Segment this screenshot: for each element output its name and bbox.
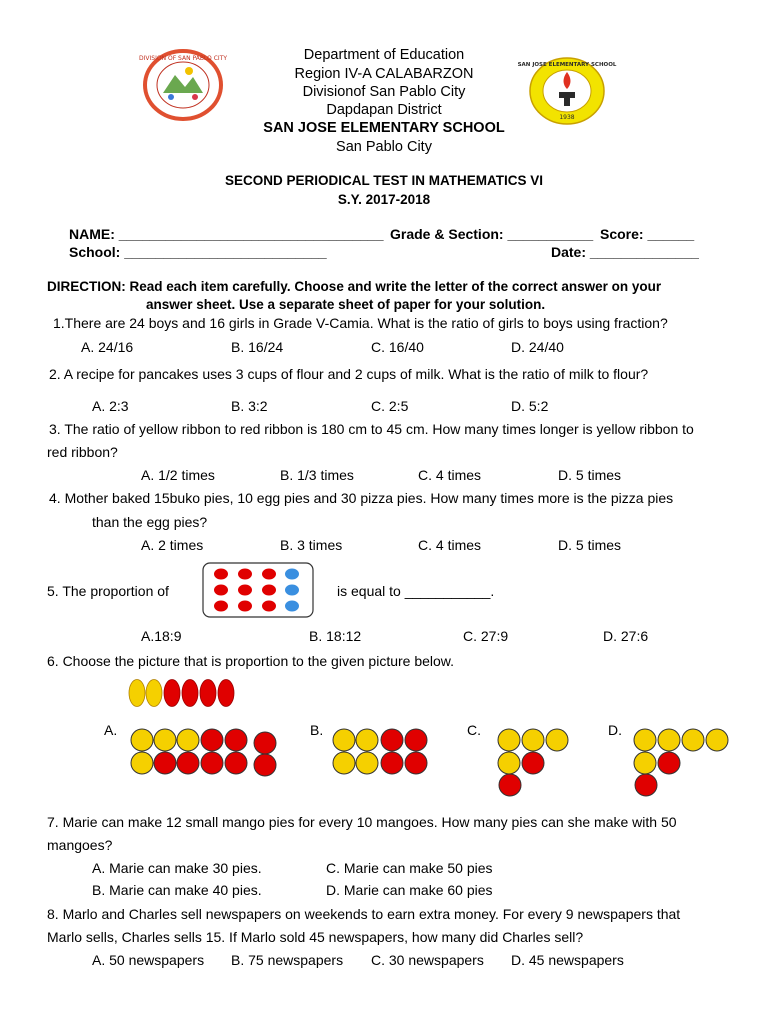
q2-option-d: D. 5:2 (511, 398, 549, 414)
q4-option-c: C. 4 times (418, 537, 482, 553)
q5-suffix: is equal to ___________. (337, 583, 495, 599)
q1-option-d: D. 24/40 (511, 339, 564, 355)
q5-option-b: B. 18:12 (309, 628, 362, 644)
q4-text-line-2: than the egg pies? (92, 514, 208, 530)
q8-option-d: D. 45 newspapers (511, 952, 624, 968)
q1-option-b: B. 16/24 (231, 339, 284, 355)
q4-option-a: A. 2 times (141, 537, 204, 553)
left-logo-text: DIVISION OF SAN PABLO CITY (139, 55, 227, 62)
q3-text-line-1: 3. The ratio of yellow ribbon to red ribbon is 180 cm to 45 cm. How many times longer is yellow ribbon to (49, 421, 694, 437)
grade-section-field: Grade & Section: ___________ (390, 226, 594, 242)
q6-label-c: C. (467, 722, 481, 738)
q7-option-c: C. Marie can make 50 pies (326, 860, 493, 876)
q8-option-a: A. 50 newspapers (92, 952, 205, 968)
date-field: Date: ______________ (551, 244, 699, 260)
q6-label-b: B. (310, 722, 324, 738)
header-line-3: Divisionof San Pablo City (302, 84, 466, 100)
q6-picture-a (130, 727, 282, 780)
q8-text-line-1: 8. Marlo and Charles sell newspapers on weekends to earn extra money. For every 9 newspapers that (47, 906, 681, 922)
q6-given-picture (128, 677, 240, 712)
direction-line-1: DIRECTION: Read each item carefully. Choose and write the letter of the correct answer on your (47, 279, 662, 294)
q1-text: 1.There are 24 boys and 16 girls in Grade V-Camia. What is the ratio of girls to boys using fraction? (53, 315, 668, 331)
header-line-4: Dapdapan District (326, 102, 442, 118)
q6-picture-c (496, 727, 572, 802)
q7-text-line-2: mangoes? (47, 837, 113, 853)
q7-option-a: A. Marie can make 30 pies. (92, 860, 262, 876)
header-line-1: Department of Education (303, 47, 465, 63)
q4-option-d: D. 5 times (558, 537, 622, 553)
q5-dot-box (202, 562, 314, 621)
q2-option-b: B. 3:2 (231, 398, 268, 414)
q6-label-d: D. (608, 722, 622, 738)
q8-option-b: B. 75 newspapers (231, 952, 344, 968)
q5-option-d: D. 27:6 (603, 628, 649, 644)
q7-text-line-1: 7. Marie can make 12 small mango pies for every 10 mangoes. How many pies can she make with 50 (47, 814, 677, 830)
school-name: SAN JOSE ELEMENTARY SCHOOL (263, 120, 505, 136)
q5-option-c: C. 27:9 (463, 628, 509, 644)
right-logo-text: SAN JOSE ELEMENTARY SCHOOL (517, 62, 617, 68)
q8-text-line-2: Marlo sells, Charles sells 15. If Marlo sold 45 newspapers, how many did Charles sell? (47, 929, 584, 945)
q3-option-b: B. 1/3 times (280, 467, 354, 483)
q1-option-a: A. 24/16 (81, 339, 134, 355)
school-year: S.Y. 2017-2018 (337, 192, 431, 207)
test-title: SECOND PERIODICAL TEST IN MATHEMATICS VI (224, 173, 543, 188)
q1-option-c: C. 16/40 (371, 339, 424, 355)
school-field: School: __________________________ (69, 244, 327, 260)
q3-option-c: C. 4 times (418, 467, 482, 483)
header-line-2: Region IV-A CALABARZON (294, 66, 474, 82)
q6-label-a: A. (104, 722, 118, 738)
q7-option-b: B. Marie can make 40 pies. (92, 882, 262, 898)
direction-line-2: answer sheet. Use a separate sheet of paper for your solution. (146, 297, 546, 312)
q6-picture-d (632, 727, 732, 802)
q3-option-d: D. 5 times (558, 467, 622, 483)
city: San Pablo City (336, 139, 432, 155)
q2-option-a: A. 2:3 (92, 398, 129, 414)
name-field: NAME: __________________________________ (69, 226, 384, 242)
q4-option-b: B. 3 times (280, 537, 343, 553)
q5-prefix: 5. The proportion of (47, 583, 169, 599)
q6-text: 6. Choose the picture that is proportion to the given picture below. (47, 653, 455, 669)
q3-text-line-2: red ribbon? (47, 444, 118, 460)
q5-option-a: A.18:9 (141, 628, 182, 644)
q2-text: 2. A recipe for pancakes uses 3 cups of flour and 2 cups of milk. What is the ratio of milk to flour? (49, 366, 649, 382)
q8-option-c: C. 30 newspapers (371, 952, 484, 968)
q7-option-d: D. Marie can make 60 pies (326, 882, 493, 898)
score-field: Score: ______ (600, 226, 695, 242)
q6-picture-b (332, 727, 432, 780)
right-logo-year: 1938 (559, 114, 575, 121)
q4-text-line-1: 4. Mother baked 15buko pies, 10 egg pies and 30 pizza pies. How many times more is the pizza pies (49, 490, 674, 506)
q2-option-c: C. 2:5 (371, 398, 409, 414)
q3-option-a: A. 1/2 times (141, 467, 215, 483)
